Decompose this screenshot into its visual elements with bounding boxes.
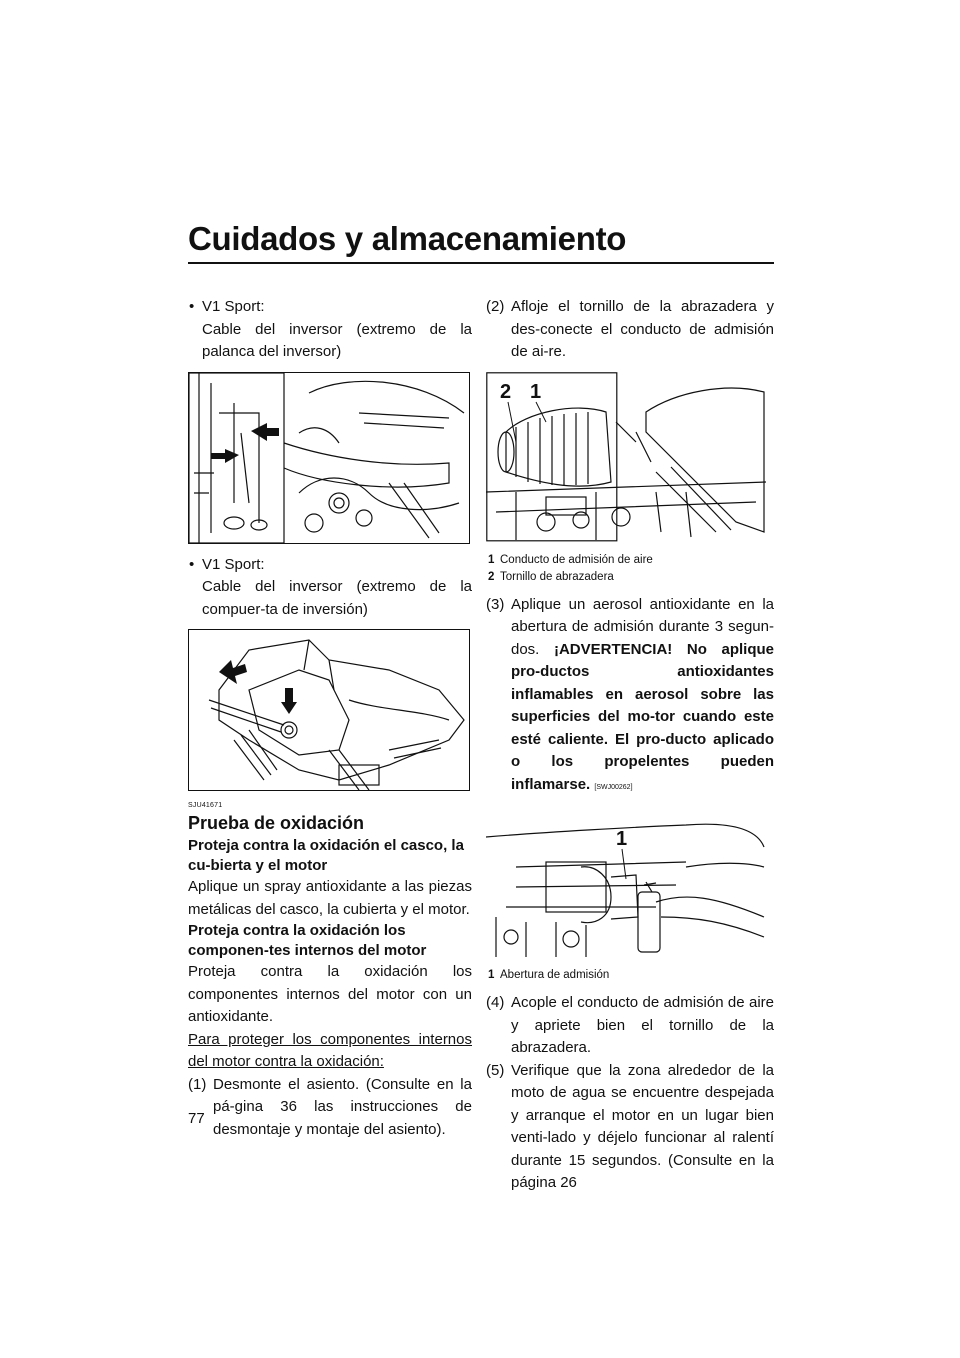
warning-text: ¡ADVERTENCIA! No aplique pro-ductos antioxidantes inflamables en aerosol sobre las superficies del mo-tor cuando este esté caliente. El pro-ducto aplicado o los propelentes pueden inflamarse. [511,640,775,793]
caption-text: Conducto de admisión de aire [500,553,653,566]
subheading: Proteja contra la oxidación los componen-tes internos del motor [188,922,427,959]
step-text: Desmonte el asiento. (Consulte en la pá-gina 36 las instrucciones de desmontaje y montaje del asiento). [213,1075,472,1138]
figure-shift-lever [188,372,470,544]
bullet-title: • V1 Sport: [202,298,265,315]
figure-caption [486,552,774,569]
shift-lever-illustration [189,373,469,543]
bullet-title: • V1 Sport: [202,555,265,573]
figure-caption [486,569,774,586]
caption-text: Tornillo de abrazadera [500,570,614,583]
figure-caption [486,967,774,984]
step-item [486,594,774,800]
caption-text: Abertura de admisión [500,969,610,981]
subheading: Proteja contra la oxidación el casco, la cu-bierta y el motor [188,837,464,874]
bullet-item [188,296,472,364]
reverse-gate-illustration [189,630,469,790]
step-number: (4) [486,994,505,1011]
step-item [486,1060,774,1195]
callout-1: 1 [616,828,628,850]
paragraph: Proteja contra la oxidación los componentes internos del motor con un antioxidante. [188,963,472,1025]
step-number: (3) [486,595,505,613]
caption-number: 2 [488,570,495,583]
step-text: Verifique que la zona alrededor de la moto de agua se encuentre despejada y arranque el motor en un lugar bien venti-lado y déjelo funcionar al ralentí durante 15 segundos. (Consulte en la página 26 [511,1061,774,1191]
underlined-intro: Para proteger los componentes internos del motor contra la oxidación: [188,1030,472,1070]
bullet-text: Cable del inversor (extremo de la compuer-ta de inversión) [202,578,472,618]
step-text: Afloje el tornillo de la abrazadera y des-conecte el conducto de admisión de ai-re. [511,298,774,360]
intake-opening-illustration [486,807,766,957]
header-rule [188,262,774,264]
step-item [188,1074,472,1142]
caption-number: 1 [488,969,495,981]
page-number: 77 [188,1110,205,1127]
intake-duct-illustration [486,372,766,542]
section-code: SJU41671 [188,802,223,809]
warning-code: [SWJ00262] [594,783,633,791]
step-item [486,992,774,1060]
step-text: Aplique un aerosol antioxidante en la abertura de admisión durante 3 segun-dos. [511,595,774,658]
caption-number: 1 [488,553,495,566]
figure-intake-duct [486,372,766,542]
right-column [486,296,774,1195]
bullet-text: Cable del inversor (extremo de la palanca del inversor) [202,320,472,360]
callout-1: 1 [530,380,542,403]
step-number: (1) [188,1075,207,1093]
step-item [486,296,774,364]
figure-intake-opening [486,807,766,957]
page-title: Cuidados y almacenamiento [188,220,627,257]
step-number: (2) [486,298,505,315]
figure-reverse-gate [188,629,470,791]
step-number: (5) [486,1061,505,1079]
bullet-item [188,554,472,622]
paragraph: Aplique un spray antioxidante a las piezas metálicas del casco, la cubierta y el motor. [188,878,472,918]
callout-2: 2 [500,380,512,403]
left-column [188,296,472,1141]
step-text: Acople el conducto de admisión de aire y apriete bien el tornillo de la abrazadera. [511,994,774,1056]
section-title: Prueba de oxidación [188,813,365,833]
